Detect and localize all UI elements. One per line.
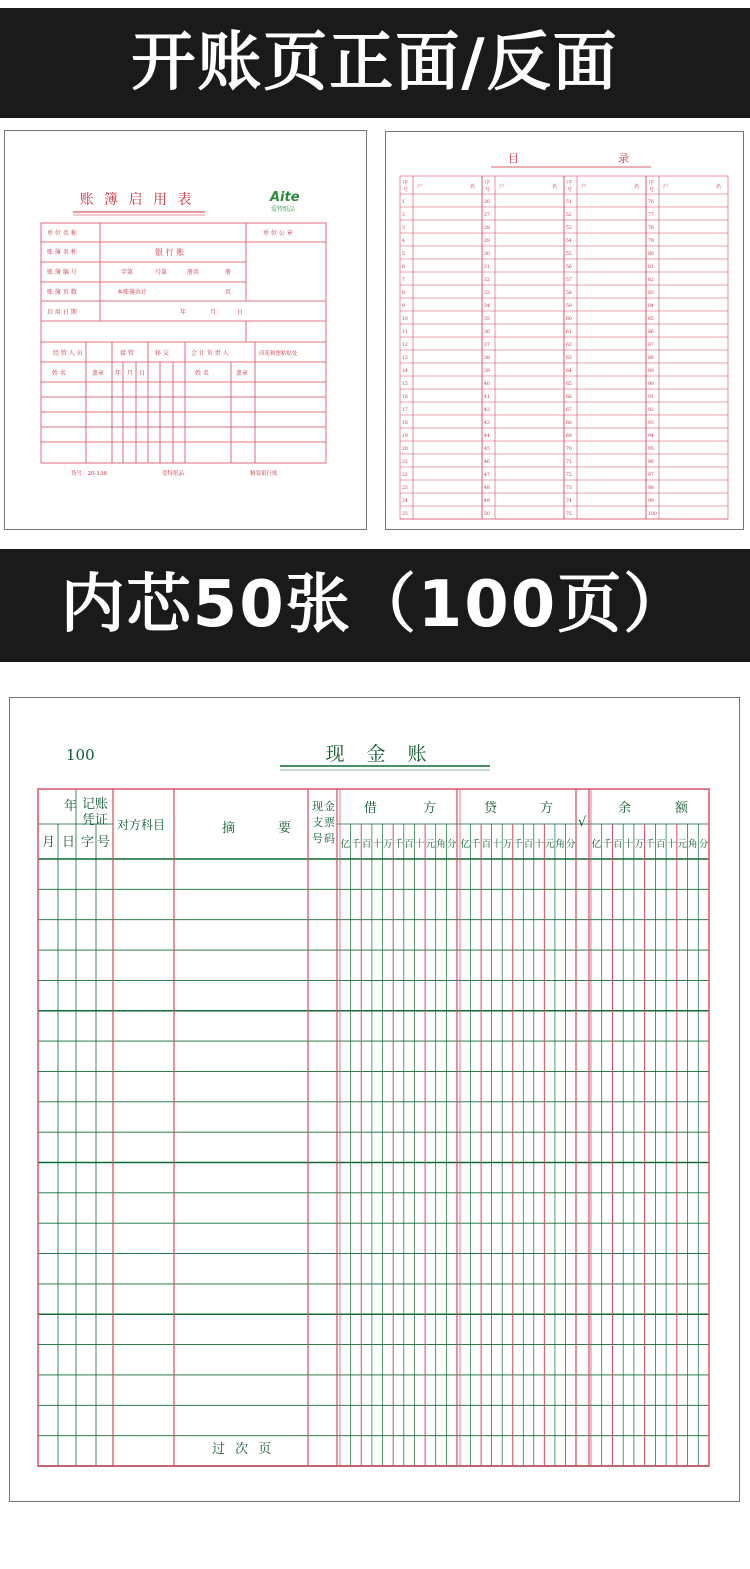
index-row-number: 65 [566,382,572,387]
index-row-number: 95 [648,447,654,452]
index-row-number: 53 [566,226,572,231]
index-row-number: 78 [648,226,654,231]
hdr-debit-right: 方 [423,801,437,816]
index-row-number: 7 [402,278,405,283]
hdr-cheque-char: 金 [324,800,335,813]
index-row-number: 11 [402,330,408,335]
index-row-number: 44 [484,434,490,439]
digit-label: 万 [634,839,645,850]
index-row-number: 62 [566,343,572,348]
index-row-number: 4 [402,239,405,244]
index-col-account: 户 [663,184,669,190]
index-row-number: 96 [648,460,654,465]
index-row-number: 81 [648,265,654,270]
digit-label: 亿 [340,839,351,850]
index-col-account: 户 [581,184,587,190]
digit-label: 百 [404,839,414,850]
index-row-number: 77 [648,213,654,218]
index-col-no: 序 [567,180,573,186]
digit-label: 万 [502,839,513,850]
brand-logo: Aite [270,190,300,205]
index-row-number: 92 [648,408,654,413]
index-page-preview [385,131,744,530]
index-row-number: 54 [566,239,572,244]
book-pages-unit: 页 [225,289,232,296]
book-no-part: 册共 [187,269,200,276]
index-row-number: 6 [402,265,405,270]
label-start-date: 启 用 日 期 [47,309,77,316]
label-seal-2: 盖章 [236,370,249,377]
hdr-credit-right: 方 [540,801,554,816]
index-row-number: 99 [648,499,654,504]
digit-label: 十 [534,839,544,850]
hdr-day: 日 [62,835,76,850]
label-stamp: 印花税票粘贴处 [259,351,298,357]
cash-ledger-page [9,697,740,1502]
brand-sub: 爱特纸品 [271,206,296,213]
index-row-number: 14 [402,369,408,374]
index-col-no: 序 [649,180,655,186]
index-row-number: 36 [484,330,490,335]
label-unit-seal: 单 位 公 章 [263,230,293,237]
index-row-number: 90 [648,382,654,387]
index-row-number: 87 [648,343,654,348]
index-row-number: 72 [566,473,572,478]
index-row-number: 46 [484,460,490,465]
index-row-number: 51 [566,200,572,205]
index-row-number: 5 [402,252,405,257]
digit-label: 亿 [460,839,471,850]
index-row-number: 1 [402,200,405,205]
index-col-name: 名 [634,184,640,190]
digit-label: 十 [492,839,502,850]
hdr-num: 号 [97,835,111,850]
index-row-number: 55 [566,252,572,257]
index-row-number: 75 [566,512,572,517]
ymd-label: 月 [127,370,134,377]
digit-label: 万 [383,839,393,850]
index-col-account: 户 [499,184,505,190]
index-row-number: 94 [648,434,654,439]
index-row-number: 70 [566,447,572,452]
index-row-number: 45 [484,447,490,452]
index-row-number: 91 [648,395,654,400]
label-book-pages: 账 簿 页 数 [47,289,77,296]
index-row-number: 39 [484,369,490,374]
cash-ledger-grid [10,698,739,1501]
index-row-number: 86 [648,330,654,335]
index-row-number: 93 [648,421,654,426]
footer-brand: 爱特纸品 [162,471,185,477]
digit-label: 元 [544,839,555,850]
footer-item-no: 货号：20-136 [71,471,107,477]
label-name-2: 姓 名 [195,370,209,377]
index-row-number: 52 [566,213,572,218]
index-row-number: 76 [648,200,654,205]
index-row-number: 20 [402,447,408,452]
hdr-summary-right: 要 [278,821,292,836]
digit-label: 百 [361,839,372,850]
index-row-number: 24 [402,499,408,504]
index-row-number: 26 [484,200,490,205]
index-row-number: 57 [566,278,572,283]
digit-label: 千 [513,839,523,850]
digit-label: 千 [602,839,612,850]
book-no-part: 字第 [121,269,134,276]
hdr-debit-left: 借 [364,801,378,816]
start-date-part: 日 [237,309,244,316]
index-row-number: 31 [484,265,490,270]
index-row-number: 74 [566,499,572,504]
hdr-summary-left: 摘 [222,821,236,836]
hdr-cheque-char: 票 [324,816,335,829]
index-row-number: 67 [566,408,572,413]
index-row-number: 49 [484,499,490,504]
index-row-number: 61 [566,330,572,335]
index-table [386,132,743,529]
value-book-pages: 本账簿共计 [117,289,148,296]
index-row-number: 66 [566,395,572,400]
label-book-name: 账 簿 名 称 [47,249,77,256]
digit-label: 千 [471,839,481,850]
hdr-cheque-char: 号 [312,832,323,845]
index-row-number: 48 [484,486,490,491]
index-row-number: 37 [484,343,490,348]
index-row-number: 30 [484,252,490,257]
index-col-no: 序 [403,180,409,186]
index-row-number: 83 [648,291,654,296]
index-col-name: 名 [716,184,722,190]
index-row-number: 38 [484,356,490,361]
account-book-start-table [5,131,366,529]
index-row-number: 35 [484,317,490,322]
index-row-number: 47 [484,473,490,478]
index-row-number: 9 [402,304,405,309]
digit-label: 元 [425,839,436,850]
index-col-no-2: 号 [649,187,655,193]
index-row-number: 16 [402,395,408,400]
label-name: 姓 名 [52,370,66,377]
digit-label: 元 [677,839,687,850]
hdr-cheque-char: 支 [312,816,323,829]
index-row-number: 18 [402,421,408,426]
index-row-number: 22 [402,473,408,478]
index-row-number: 34 [484,304,490,309]
ledger-title: 现 金 账 [325,743,435,765]
front-back-banner: 开账页正面/反面 [0,8,750,118]
index-row-number: 56 [566,265,572,270]
index-row-number: 32 [484,278,490,283]
book-no-part: 册 [225,269,232,276]
index-row-number: 84 [648,304,654,309]
cover-title: 账 簿 启 用 表 [79,192,195,208]
hdr-cheque-char: 码 [324,832,335,845]
inner-pages-banner: 内芯50张（100页） [0,549,750,662]
hdr-voucher-mid: 凭证 [82,813,109,828]
hdr-balance-left: 余 [618,801,632,816]
index-row-number: 21 [402,460,408,465]
index-row-number: 97 [648,473,654,478]
index-row-number: 60 [566,317,572,322]
index-col-name: 名 [552,184,558,190]
label-handover: 接 管 [120,350,134,357]
start-date-part: 月 [210,309,217,316]
index-row-number: 13 [402,356,408,361]
digit-label: 百 [523,839,534,850]
digit-label: 千 [393,839,404,850]
index-row-number: 27 [484,213,490,218]
hdr-year: 年 [64,799,78,814]
digit-label: 百 [481,839,492,850]
index-col-account: 户 [417,184,423,190]
index-row-number: 15 [402,382,408,387]
hdr-check: √ [578,815,587,830]
value-book-name: 银 行 账 [155,248,185,257]
index-row-number: 25 [402,512,408,517]
index-col-no: 序 [485,180,491,186]
index-row-number: 59 [566,304,572,309]
ymd-label: 日 [139,370,146,377]
hdr-voucher-top: 记账 [82,797,109,812]
digit-label: 十 [372,839,382,850]
index-row-number: 73 [566,486,572,491]
digit-label: 百 [613,839,623,850]
hdr-counter-account: 对方科目 [117,818,166,832]
index-row-number: 82 [648,278,654,283]
label-book-no: 账 簿 编 号 [47,269,77,276]
index-row-number: 58 [566,291,572,296]
digit-label: 角 [688,839,698,850]
ledger-page-number: 100 [66,746,95,764]
index-col-name: 名 [470,184,476,190]
index-row-number: 33 [484,291,490,296]
index-row-number: 69 [566,434,572,439]
index-row-number: 98 [648,486,654,491]
label-accountant: 会 计 负 责 人 [191,350,229,357]
index-row-number: 10 [402,317,408,322]
digit-label: 角 [436,839,446,850]
index-row-number: 80 [648,252,654,257]
index-row-number: 68 [566,421,572,426]
index-row-number: 3 [402,226,405,231]
hdr-balance-right: 额 [675,801,689,816]
label-unit-name: 单 位 名 称 [47,230,77,237]
index-row-number: 28 [484,226,490,231]
digit-label: 分 [698,839,709,850]
cover-page-preview [4,130,367,530]
index-row-number: 29 [484,239,490,244]
index-row-number: 40 [484,382,490,387]
index-row-number: 79 [648,239,654,244]
hdr-char: 字 [81,835,95,850]
digit-label: 分 [446,839,457,850]
digit-label: 百 [655,839,666,850]
start-date-part: 年 [180,309,187,316]
index-col-no-2: 号 [403,187,409,193]
footer-product: 精装银行账 [250,471,278,477]
label-seal: 盖章 [92,370,105,377]
index-title-right: 录 [618,152,629,165]
digit-label: 亿 [591,839,602,850]
ymd-label: 年 [115,370,122,377]
carry-forward-label: 过 次 页 [212,1442,275,1457]
digit-label: 千 [351,839,361,850]
index-row-number: 41 [484,395,490,400]
index-row-number: 71 [566,460,572,465]
label-transfer: 移 交 [155,350,169,357]
digit-label: 十 [623,839,634,850]
digit-label: 角 [555,839,565,850]
book-no-part: 号第 [155,269,168,276]
index-row-number: 89 [648,369,654,374]
index-row-number: 64 [566,369,572,374]
index-row-number: 2 [402,213,405,218]
index-row-number: 100 [648,512,657,517]
index-col-no-2: 号 [485,187,491,193]
index-row-number: 42 [484,408,490,413]
index-row-number: 85 [648,317,654,322]
index-row-number: 12 [402,343,408,348]
index-row-number: 88 [648,356,654,361]
index-title-left: 目 [508,152,519,165]
index-row-number: 19 [402,434,408,439]
index-col-no-2: 号 [567,187,573,193]
index-row-number: 23 [402,486,408,491]
hdr-month: 月 [42,835,56,850]
digit-label: 十 [415,839,425,850]
digit-label: 分 [565,839,576,850]
hdr-credit-left: 贷 [484,801,498,816]
index-row-number: 63 [566,356,572,361]
digit-label: 千 [645,839,655,850]
index-row-number: 43 [484,421,490,426]
label-handler: 经 管 人 员 [53,350,83,357]
index-row-number: 50 [484,512,490,517]
hdr-cheque-char: 现 [312,800,323,813]
index-row-number: 8 [402,291,405,296]
index-row-number: 17 [402,408,408,413]
digit-label: 十 [666,839,677,850]
